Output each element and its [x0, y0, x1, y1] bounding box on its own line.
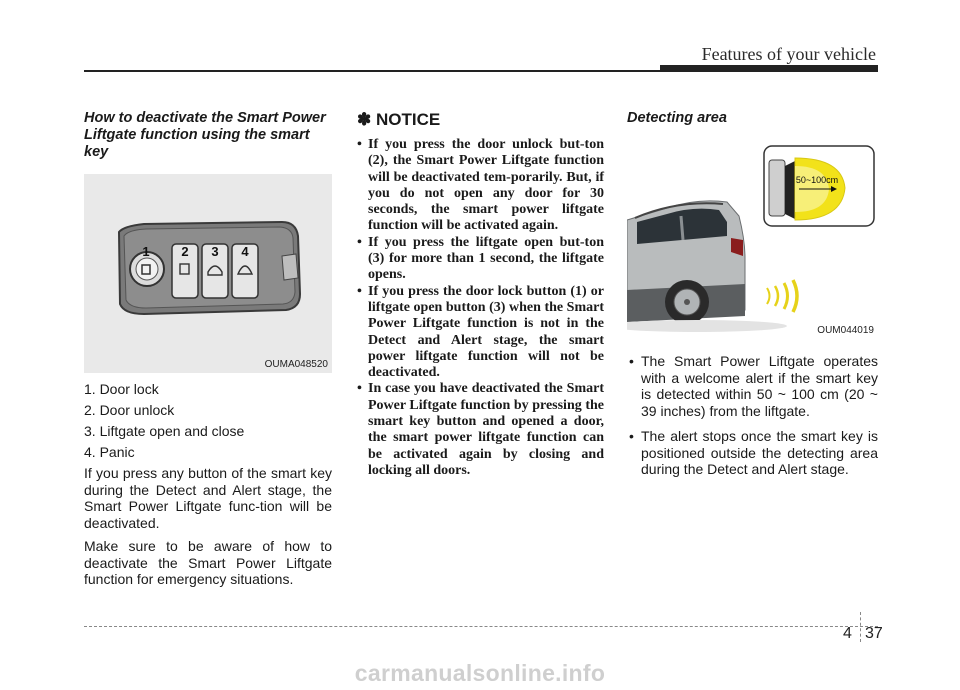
- notice-title: [357, 110, 604, 130]
- page-number-divider: [860, 612, 861, 642]
- bullet-icon: •: [357, 137, 362, 152]
- header-rule-accent: [660, 65, 878, 72]
- notice-title-text: NOTICE: [375, 110, 441, 129]
- chapter-number: 4: [843, 625, 852, 642]
- bullet-icon: •: [357, 234, 362, 250]
- footer-rule: [84, 626, 878, 627]
- notice-item: [357, 284, 604, 382]
- figure-code: OUMA048520: [264, 359, 328, 370]
- section-heading-deactivate: How to deactivate the Smart Power Liftgate function using the smart key: [84, 110, 326, 160]
- key-button-label-2: 2: [181, 244, 189, 259]
- bullet-icon: •: [629, 428, 634, 444]
- detecting-bullet-text: The alert stops once the smart key is positioned outside the detecting area during the Detect and Alert stage.: [641, 428, 878, 477]
- detecting-bullets: [627, 353, 878, 478]
- running-header: Features of your vehicle: [701, 44, 876, 64]
- legend-item: 3. Liftgate open and close: [84, 423, 245, 439]
- detecting-bullet-item: [627, 353, 878, 419]
- notice-list: [357, 137, 604, 479]
- notice-item-text: If you press the door lock button (1) or liftgate open button (3) when the Smart Power Liftgate function is not in the Detect and Alert stage, the smart power liftgate function will not be deactivated.: [368, 283, 604, 381]
- smart-key-figure: [84, 174, 332, 373]
- section-heading-detecting: Detecting area: [627, 110, 727, 126]
- watermark: carmanualsonline.info: [354, 660, 606, 686]
- bullet-icon: •: [357, 381, 362, 397]
- legend-item: 4. Panic: [84, 444, 135, 460]
- detecting-bullet-item: [627, 428, 878, 478]
- notice-item-text: If you press the door unlock but-ton (2), the Smart Power Liftgate function will be deactivated tem-porarily. But, if you do not open any door for 30 seconds, the smart power liftgate function will be activated again.: [368, 137, 604, 234]
- notice-item: [357, 137, 604, 235]
- left-column: [84, 110, 332, 595]
- figure-code: OUM044019: [817, 325, 874, 336]
- smart-key-illustration: [84, 174, 332, 373]
- legend-item: 2. Door unlock: [84, 402, 175, 418]
- legend-item: 1. Door lock: [84, 381, 159, 397]
- asterisk-icon: ✽: [357, 110, 372, 129]
- bullet-icon: •: [357, 283, 362, 299]
- notice-item: [357, 235, 604, 284]
- notice-item-text: If you press the liftgate open but-ton (3) for more than 1 second, the liftgate opens.: [368, 234, 604, 283]
- notice-box: [357, 110, 604, 479]
- bullet-icon: •: [629, 353, 634, 369]
- body-paragraph: If you press any button of the smart key during the Detect and Alert stage, the Smart Power Liftgate func-tion will be deactivated.: [84, 465, 332, 531]
- key-button-label-3: 3: [211, 244, 219, 259]
- page-number: 37: [865, 625, 883, 642]
- button-legend: [84, 381, 332, 461]
- detecting-area-figure: [627, 140, 878, 339]
- key-button-label-4: 4: [241, 244, 249, 259]
- detecting-area-illustration: [627, 140, 878, 339]
- key-button-label-1: 1: [142, 244, 150, 259]
- detecting-bullet-text: The Smart Power Liftgate operates with a welcome alert if the smart key is detected within 50 ~ 100 cm (20 ~ 39 inches) from the liftgate.: [641, 353, 878, 419]
- notice-item: [357, 381, 604, 479]
- distance-label: 50~100cm: [795, 175, 839, 185]
- body-paragraph: Make sure to be aware of how to deactivate the Smart Power Liftgate function for emergency situations.: [84, 538, 332, 587]
- notice-item-text: In case you have deactivated the Smart Power Liftgate function by pressing the smart key button and opened a door, the smart power liftgate function can be activated again by closing and locking all doors.: [368, 381, 604, 478]
- right-column: [627, 110, 878, 487]
